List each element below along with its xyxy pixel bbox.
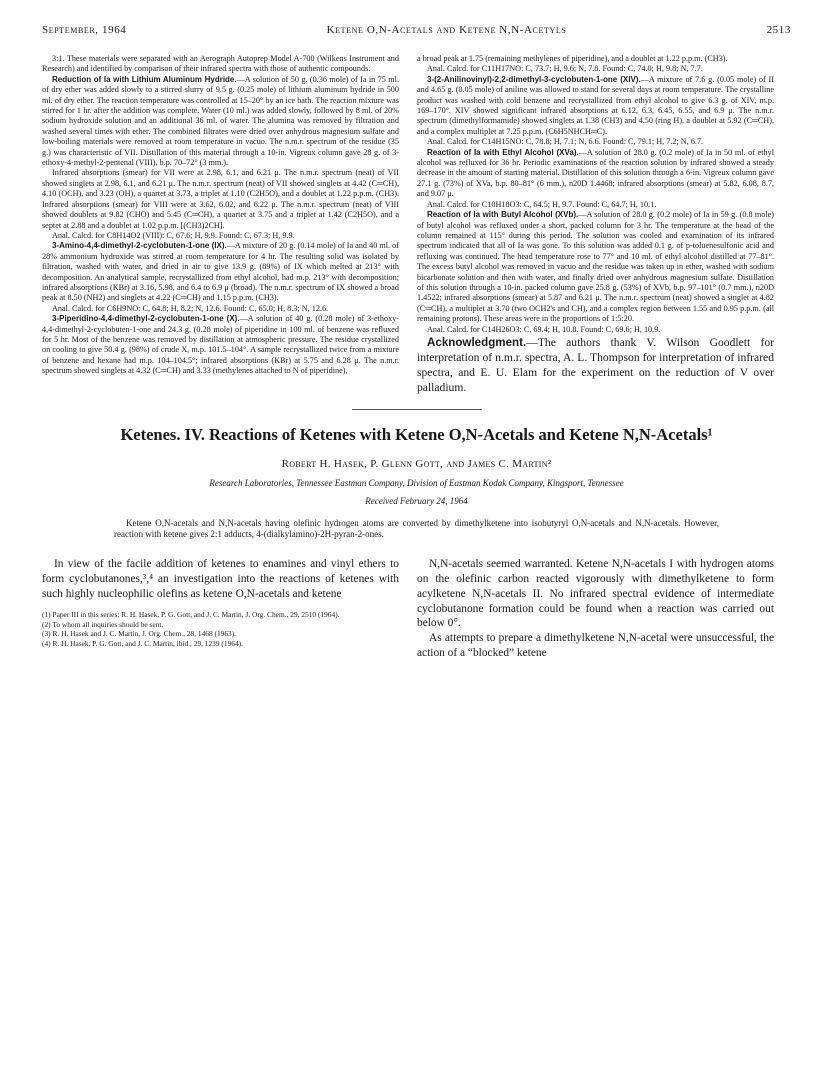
section-heading: Reaction of Ia with Ethyl Alcohol (XVa). bbox=[427, 147, 579, 157]
analysis-line: Anal. Calcd. for C8H14O2 (VIII): C, 67.6; H, 9.9. Found: C, 67.3; H, 9.9. bbox=[52, 230, 295, 240]
right-column bbox=[417, 54, 774, 395]
footnote: (1) Paper III in this series: R. H. Hasek, P. G. Gott, and J. C. Martin, J. Org. Chem., 29, 2510 (1964). bbox=[42, 609, 340, 619]
paragraph: Infrared absorptions (smear) for VII were at 2.98, 6.1, and 6.21 μ. The n.m.r. spectrum (neat) of VII showed singlets at 2.98, 6.1, and 6.21 μ. The n.m.r. spectrum (neat) of VII showed singlets at 4.42 (C═CH), 4.10 (OCH), and 3.23 (OH), a quartet at 3.73, a triplet at 1.10 (C2H5O), and a doublet at 1.22 p.p.m. (CH3). Infrared absorptions (smear) for VIII were at 3.62, 6.02, and 6.22 μ. The n.m.r. spectrum (neat) of VIII showed doublets at 9.82 (CHO) and 5.45 (C═CH), a quartet at 3.75 and a triplet at 1.42 (C2H5O), and a septet at 2.88 and a doublet at 1.02 p.p.m. [(CH3)2CH]. bbox=[42, 168, 399, 230]
paragraph: 3:1. These materials were separated with an Aerograph Autoprep Model A-700 (Wilkens Instrument and Research) and identified by comparison of their infrared spectra with those of authentic compounds. bbox=[42, 54, 399, 74]
paragraph: a broad peak at 1.75 (remaining methylenes of piperidine), and a doublet at 1.22 p.p.m. (CH3). bbox=[417, 54, 728, 63]
section-body: —A solution of 28.0 g. (0.2 mole) of Ia in 59 g. (0.8 mole) of butyl alcohol was refluxed under a short, packed column for 3 hr. The temperature at the head of the column remained at 115° during this period. The solution was cooled and examination of its infrared spectrum indicated that all of Ia was gone. To this solution was added 0.1 g. of p-toluenesulfonic acid and refluxing was continued. The head temperature rose to 77° and 10 ml. of ethyl alcohol distilled at 77–81°. The excess butyl alcohol was removed in vacuo and the residue was taken up in ether, washed with sodium bicarbonate solution and then with water, and finally dried over anhydrous magnesium sulfate. Distillation of this solution through a 10-in. packed column gave 25.8 g. (53%) of XVb, b.p. 97–101° (0.7 mm.), n20D 1.4522; infrared absorptions (smear) at 5.87 and 6.21 μ. The n.m.r. spectrum (neat) showed a singlet at 4.82 (C═CH), a multiplet at 3.70 (two OCH2's and CH), and a complex region between 1.55 and 0.95 p.p.m. (all remaining protons). These areas were in the proportions of 1:5:20. bbox=[417, 210, 774, 324]
article-authors: Robert H. Hasek, P. Glenn Gott, and James C. Martin² bbox=[281, 457, 552, 470]
footnotes bbox=[42, 610, 399, 650]
section-heading: 3-Amino-4,4-dimethyl-2-cyclobuten-1-one (IX). bbox=[52, 241, 227, 251]
acknowledgment bbox=[417, 335, 774, 395]
paragraph: As attempts to prepare a dimethylketene N,N-acetal were unsuccessful, the action of a “blocked” ketene bbox=[417, 632, 774, 659]
section-body: —A solution of 50 g. (0.36 mole) of Ia in 75 ml. of dry ether was added slowly to a stirred slurry of 9.5 g. (0.25 mole) of lithium aluminum hydride in 500 ml. of dry ether. The reaction temperature was controlled at 15–20° by an ice bath. The reaction mixture was stirred for 1 hr. after the addition was complete. Water (10 ml.) was added slowly, followed by 8 ml. of 20% sodium hydroxide solution and an additional 36 ml. of water. The alumina was removed by filtration and washed several times with ether. The combined filtrates were dried over anhydrous magnesium sulfate and low-boiling materials were removed at room temperature in vacuo. The n.m.r. spectrum of the residue (35 g.) was characteristic of VII. Distillation of this material through a 10-in. Vigreux column gave 28 g. of 3-ethoxy-4-methyl-2-pentenal (VIII), b.p. 70–72° (3 mm.). bbox=[42, 74, 399, 168]
received-date: Received February 24, 1964 bbox=[365, 495, 468, 506]
section-heading: Reaction of Ia with Butyl Alcohol (XVb). bbox=[427, 210, 579, 220]
running-head bbox=[42, 24, 791, 36]
paragraph bbox=[42, 241, 399, 303]
experimental-columns bbox=[42, 54, 791, 395]
body-right-column bbox=[417, 557, 774, 661]
section-body: —A mixture of 7.6 g. (0.05 mole) of II and 4.65 g. (0.05 mole) of aniline was allowed to stand for several days at room temperature. The crystalline product was washed with cold benzene and recrystallized from ethyl alcohol to give 6.3 g. of XIV, m.p. 169–170°. XIV showed significant infrared absorptions at 6.12, 6.3, 6.45, 6.55, and 6.9 μ. The n.m.r. spectrum (dimethylformamide) showed singlets at 1.38 (CH3) and 4.50 (ring H), a doublet at 5.92 (C═CH), and a complex multiplet at 7.25 p.p.m. (C6H5NHCH═C). bbox=[417, 74, 774, 136]
paragraph bbox=[417, 75, 774, 137]
paragraph bbox=[42, 314, 399, 376]
footnote: (4) R. H. Hasek, P. G. Gott, and J. C. Martin, ibid., 29, 1239 (1964). bbox=[42, 639, 243, 649]
acknowledgment-body: —The authors thank V. Wilson Goodlett for interpretation of n.m.r. spectra, A. L. Thompson for interpretation of infrared spectra, and E. U. Elam for the experiment on the reduction of V over palladium. bbox=[417, 335, 774, 395]
article-divider bbox=[352, 409, 482, 410]
section-body: —A mixture of 20 g. (0.14 mole) of Ia and 40 ml. of 28% ammonium hydroxide was stirred at room temperature for 4 hr. The resulting solid was isolated by filtration, washed with water, and dried in air to give 13.9 g. (89%) of IX which melted at 213° with decomposition. An analytical sample, recrystallized from ethyl alcohol, had m.p. 213° with decomposition; infrared absorptions (KBr) at 3.16, 5.98, and 6.4 to 6.9 μ (broad). The n.m.r. spectrum of IX showed a broad peak at 8.50 (NH2) and singlets at 4.22 (C═CH) and 1.15 p.p.m. (CH3). bbox=[42, 241, 399, 303]
paragraph bbox=[417, 148, 774, 200]
analysis-line: Anal. Calcd. for C14H15NO: C, 78.8; H, 7.1; N, 6.6. Found: C, 79.1; H, 7.2; N, 6.7. bbox=[427, 137, 704, 147]
analysis-line: Anal. Calcd. for C11H17NO: C, 73.7; H, 9.6; N, 7.8. Found: C, 74.0; H, 9.8; N, 7.7. bbox=[427, 64, 703, 74]
running-head-date: September, 1964 bbox=[42, 24, 127, 36]
page-number: 2513 bbox=[766, 24, 791, 36]
analysis-line: Anal. Calcd. for C14H26O3: C, 69.4; H, 10.8. Found: C, 69.6; H, 10.9. bbox=[427, 324, 661, 334]
footnote: (3) R. H. Hasek and J. C. Martin, J. Org. Chem., 28, 1468 (1963). bbox=[42, 629, 237, 639]
section-body: —A solution of 40 g. (0.28 mole) of 3-ethoxy-4,4-dimethyl-2-cyclobuten-1-one and 24.3 g. (0.28 mole) of piperidine in 100 ml. of benzene was refluxed for 5 hr. Most of the benzene was removed by distillation at atmospheric pressure. The residue crystallized on cooling to give 50.4 g. (98%) of crude X, m.p. 101.5–104°. A sample recrystallized twice from a mixture of benzene and hexane had m.p. 104–104.5°; infrared absorptions (KBr) at 5.75 and 6.28 μ. The n.m.r. spectrum showed singlets at 4.32 (C═CH) and 3.33 (methylenes attached to N of piperidine), bbox=[42, 314, 399, 376]
section-body: —A solution of 28.0 g. (0.2 mole) of Ia in 50 ml. of ethyl alcohol was refluxed for 36 hr. Periodic examinations of the reaction solution by infrared showed a steady decrease in the amount of starting material. Distillation of this solution through a 6-in. Vigreux column gave 27.1 g. (73%) of XVa, b.p. 80–81° (6 mm.), n20D 1.4468; infrared absorptions (smear) at 5.82, 6.08, 8.7, and 9.07 μ. bbox=[417, 147, 775, 199]
analysis-line: Anal. Calcd. for C6H9NO: C, 64.8; H, 8.2; N, 12.6. Found: C, 65.0; H, 8.3; N, 12.6. bbox=[52, 303, 329, 313]
left-column bbox=[42, 54, 399, 395]
article-body bbox=[42, 557, 791, 661]
section-heading: 3-(2-Anilinovinyl)-2,2-dimethyl-3-cyclobuten-1-one (XIV). bbox=[427, 74, 641, 84]
intro-paragraph: In view of the facile addition of ketenes to enamines and vinyl ethers to form cyclobutanones,³,⁴ an investigation into the reactions of ketenes with such highly nucleophilic olefins as ketene O,N-acetals and ketene bbox=[42, 558, 399, 600]
analysis-line: Anal. Calcd. for C10H18O3: C, 64.5; H, 9.7. Found: C, 64.7; H, 10.1. bbox=[427, 199, 657, 209]
abstract: Ketene O,N-acetals and N,N-acetals having olefinic hydrogen atoms are converted by dimethylketene into isobutyryl O,N-acetals and N,N-acetals. However, reaction with ketene gives 2:1 adducts, 4-(dialkylamino)-2H-pyran-2-ones. bbox=[114, 517, 719, 540]
running-head-title: Ketene O,N-Acetals and Ketene N,N-Acetyls bbox=[326, 24, 567, 36]
paragraph bbox=[42, 75, 399, 169]
article-affiliation: Research Laboratories, Tennessee Eastman Company, Division of Eastman Kodak Company, Kingsport, Tennessee bbox=[209, 477, 624, 488]
section-heading: Reduction of Ia with Lithium Aluminum Hydride. bbox=[52, 74, 237, 84]
article-title: Ketenes. IV. Reactions of Ketenes with Ketene O,N-Acetals and Ketene N,N-Acetals¹ bbox=[120, 425, 713, 445]
section-heading: 3-Piperidino-4,4-dimethyl-2-cyclobuten-1-one (X). bbox=[52, 314, 240, 324]
paragraph bbox=[417, 210, 774, 324]
footnote: (2) To whom all inquiries should be sent. bbox=[42, 619, 164, 629]
paragraph: N,N-acetals seemed warranted. Ketene N,N-acetals I with hydrogen atoms on the olefinic carbon reacted vigorously with dimethylketene to form acylketene N,N-acetals II. No infrared spectral evidence of intermediate cyclobutanone formation could be found when a reaction was carried out below 0°. bbox=[417, 558, 774, 630]
body-left-column bbox=[42, 557, 399, 661]
acknowledgment-heading: Acknowledgment. bbox=[427, 335, 527, 349]
